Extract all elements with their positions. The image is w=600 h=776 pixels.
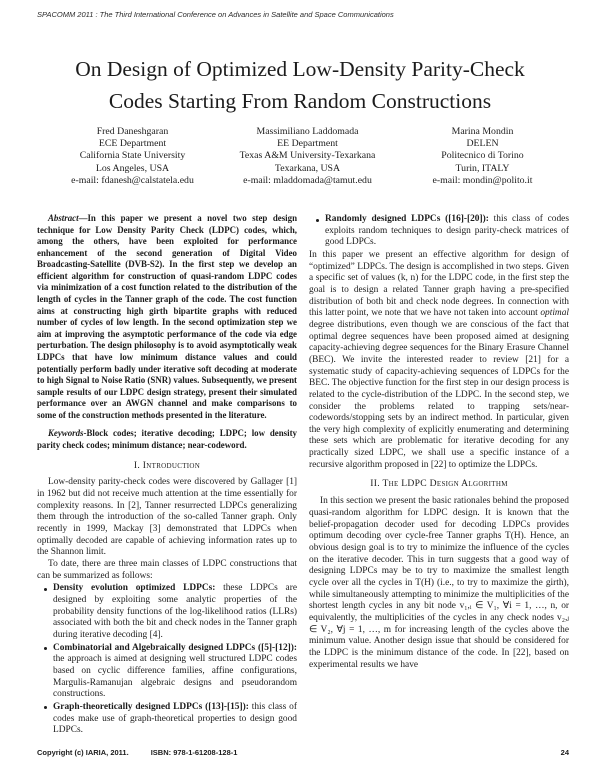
- section-heading-design-algorithm: II. The LDPC Design Algorithm: [370, 478, 508, 490]
- paper-title: [0, 53, 600, 118]
- ldpc-classes-list-continued: [309, 214, 569, 249]
- list-item-text: this class of codes exploits random techniques to design parity-check matrices of good LDPCs.: [325, 214, 569, 248]
- author-1-city: Los Angeles, USA: [95, 162, 170, 174]
- copyright-notice: Copyright (c) IARIA, 2011.: [37, 748, 129, 757]
- list-item-randomly-designed: [325, 214, 569, 249]
- abstract-label: Abstract: [48, 213, 79, 223]
- list-item-lead: Combinatorial and Algebraically designed LDPCs ([5]-[12]):: [53, 642, 297, 653]
- paper-overview-paragraph: [309, 250, 569, 471]
- abstract: [37, 213, 297, 421]
- author-2-department: EE Department: [277, 138, 338, 150]
- list-item-lead: Density evolution optimized LDPCs:: [53, 583, 216, 594]
- author-1-institution: California State University: [79, 150, 186, 162]
- author-2: [220, 126, 395, 187]
- design-algorithm-paragraph: In this section we present the basic rationales behind the proposed quasi-random algorithm for LDPC design. It is known that the belief-propagation decoder used for decoding LDPCs provides optimum decoding over cycle-free Tanner graphs T(H). Hence, an obvious design goal is to try to minimize the influence of the cycles on the iterative decoder. This in turn suggests that a good way of designing LDPCs may be to try to maximize the smallest length cycle over all the cycles in T(H) (i.e., to try to maximize the girth), while simultaneously attempting to minimize the multiplicities of the shortest length cycles in any bit node v₁,ᵢ ∈ V₁, ∀i = 1, …, n, or equivalently, the multiplicities of the cycles in any check nodes v₂,ⱼ ∈ V₂, ∀j = 1, …, m for increasing length of the cycles above the minimum value. Another design issue that should be considered for the LDPC is the minimum distance of the code. In [22], based on experimental results we have: [309, 496, 569, 670]
- author-block: [45, 126, 570, 187]
- paper-title-line-2: Codes Starting From Random Constructions: [108, 89, 492, 114]
- author-3-name: Marina Mondin: [451, 126, 514, 137]
- author-1-email: e-mail: fdanesh@calstatela.edu: [71, 174, 194, 186]
- list-item-graph-theoretic: [53, 702, 297, 737]
- list-item-text: the approach is aimed at designing well structured LDPC codes based on cyclic difference families, affine configurations, Margulis-Ramanujan algebraic designs and pseudorandom constructions.: [53, 654, 297, 700]
- paragraph-segment: In this paper we present an effective algorithm for design of “optimized” LDPCs. The design is accomplished in two steps. Given a specific set of values (k, n) for the LDPC code, in the first step the goal is to design a related Tanner graph having a pre-specified distribution of both bit and check node degrees. In connection with this latter point, we note that we have not taken into account: [309, 249, 569, 319]
- ldpc-classes-list: [37, 583, 297, 737]
- author-3-department: DELEN: [466, 138, 499, 150]
- author-3-institution: Politecnico di Torino: [441, 150, 524, 162]
- paragraph-segment: degree distributions, even though we are conscious of the fact that optimal degree sequences have been proposed aimed at designing capacity-achieving degree sequences for the Binary Erasure Channel (BEC). We invite the interested reader to review [21] for a systematic study of capacity-achieving sequences of LDPCs for the BEC. The objective function for the first step in our design process is related to the cycle-distribution of the LDPC. In the second step, we consider the problems related to trapping sets/near-codewords/stopping sets by an indirect method. In particular, given the very high complexity of explicitly enumerating and determining these sets which are problematic for iterative decoding for any practically sized LDPC, we shall use a specific instance of a recursive algorithm proposed in [22] to optimize the LDPCs.: [309, 319, 569, 470]
- author-3-city: Turin, ITALY: [455, 162, 510, 174]
- author-1-name: Fred Daneshgaran: [96, 126, 169, 137]
- author-2-email: e-mail: mladdomada@tamut.edu: [243, 174, 372, 186]
- section-heading-introduction: I. Introduction: [133, 459, 201, 471]
- intro-paragraph-1: Low-density parity-check codes were discovered by Gallager [1] in 1962 but did not receive much attention at the time essentially for complexity reasons. In [2], Tanner resurrected LDPCs generalizing them through the introduction of the so-called Tanner graph. Only recently in 1999, Mackay [3] demonstrated that LDPCs when optimally decoded are capable of achieving information rates up to the Shannon limit.: [37, 477, 297, 558]
- author-2-institution: Texas A&M University-Texarkana: [239, 150, 376, 162]
- list-item-text: this class of codes make use of graph-theoretical properties to design good LDPCs.: [53, 701, 297, 736]
- author-2-city: Texarkana, USA: [274, 162, 341, 174]
- author-2-name: Massimiliano Laddomada: [256, 126, 359, 137]
- right-column: [309, 213, 569, 745]
- running-header: SPACOMM 2011 : The Third International Conference on Advances in Satellite and Space Communications: [37, 10, 394, 19]
- left-column: [37, 213, 297, 745]
- list-item-density-evolution: [53, 583, 297, 641]
- author-1: [45, 126, 220, 187]
- author-3: [395, 126, 570, 187]
- author-3-email: e-mail: mondin@polito.it: [432, 174, 533, 186]
- paper-title-line-1: On Design of Optimized Low-Density Parity-Check: [75, 57, 525, 81]
- list-item-combinatorial: [53, 643, 297, 701]
- list-item-lead: Graph-theoretically designed LDPCs ([13]-[15]):: [53, 701, 249, 712]
- body-columns: [37, 213, 569, 745]
- isbn: ISBN: 978-1-61208-128-1: [150, 748, 238, 757]
- author-1-department: ECE Department: [98, 138, 167, 150]
- list-item-text: these LDPCs are designed by exploiting some analytic properties of the probability density functions of the log-likelihood ratios (LLRs) associated with both the bit and check nodes in the Tanner graph during iterative decoding [4].: [53, 583, 297, 640]
- abstract-text: —In this paper we present a novel two step design technique for Low Density Parity Check (LDPC) codes, which, among the others, have been exploited for performance enhancement of the second generation of Digital Video Broadcasting-Satellite (DVB-S2). In the first step we develop an efficient algorithm for construction of quasi-random LDPC codes via minimization of a cost function related to the distribution of the length of cycles in the Tanner graph of the code. The cost function aims at constructing high girth bipartite graphs with reduced number of cycles of low length. In the second optimization step we aim at improving the asymptotic performance of the code via edge perturbation. The design philosophy is to avoid asymptotically weak LDPCs that have low minimum distance values and could potentially perform badly under iterative soft decoding at moderate to high Signal to Noise Ratio (SNR) values. Subsequently, we present sample results of our LDPC design strategy, present their simulated performance over an AWGN channel and make comparisons to some of the construction methods presented in the literature.: [37, 213, 297, 420]
- keywords-label: Keywords: [48, 428, 84, 439]
- paragraph-segment-italic: optimal: [540, 308, 569, 319]
- page-footer: [37, 748, 569, 757]
- intro-paragraph-2: To date, there are three main classes of LDPC constructions that can be summarized as follows:: [37, 559, 297, 581]
- page-number: 24: [560, 748, 569, 757]
- list-item-lead: Randomly designed LDPCs ([16]-[20]):: [325, 214, 489, 224]
- keywords-text: -Block codes; iterative decoding; LDPC; low density parity check codes; minimum distance; near-codeword.: [37, 428, 297, 450]
- keywords: [37, 428, 297, 451]
